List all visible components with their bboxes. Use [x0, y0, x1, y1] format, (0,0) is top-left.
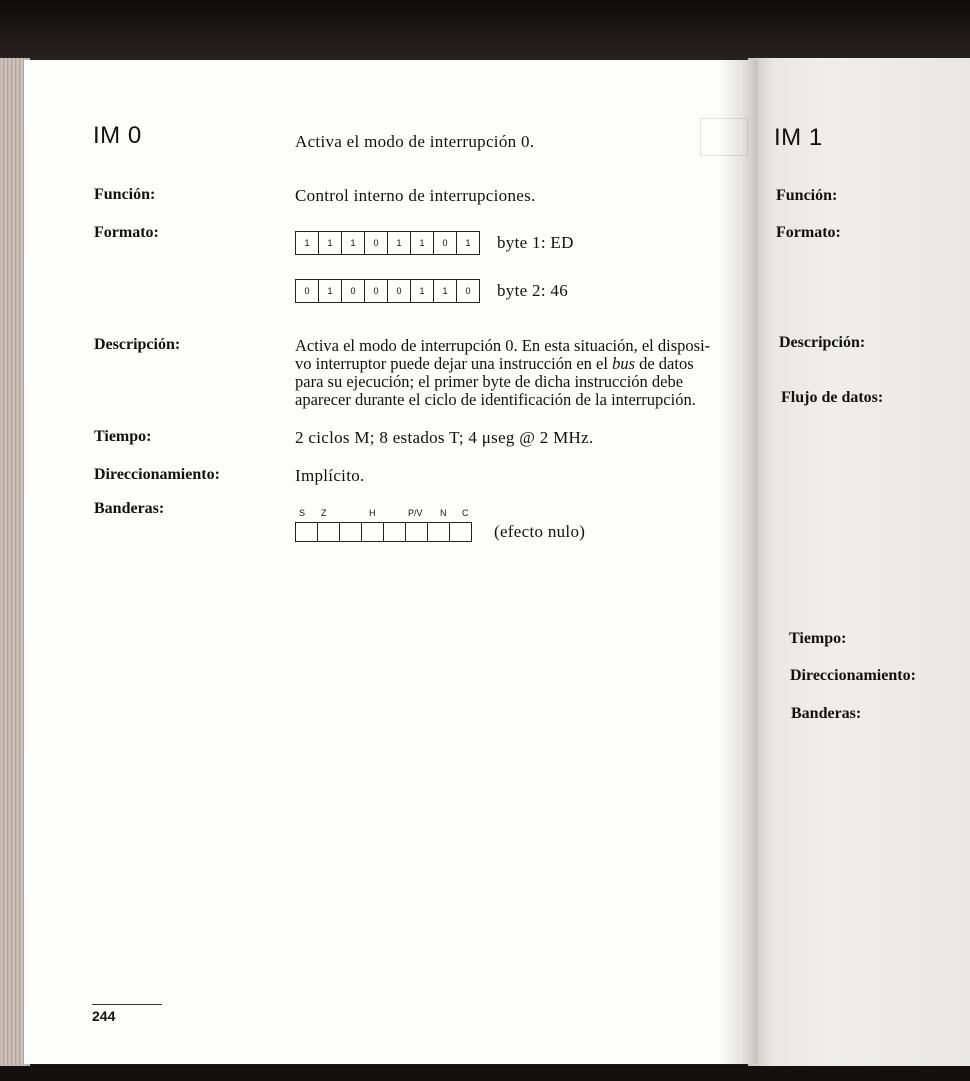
scan-top-border [0, 0, 970, 62]
flag-label-z: Z [321, 508, 327, 518]
flag-cell [406, 523, 428, 541]
left-page [24, 60, 758, 1064]
descripcion-fragment: de datos [634, 354, 694, 373]
page-number-rule [92, 1004, 162, 1005]
banderas-note: (efecto nulo) [494, 522, 586, 541]
flag-label-n: N [440, 508, 447, 518]
funcion-text: Control interno de interrupciones. [295, 186, 536, 205]
bit-cell: 1 [411, 280, 434, 302]
bit-cell: 1 [465, 238, 471, 248]
flag-cell [450, 523, 471, 541]
tiempo-text: 2 ciclos M; 8 estados T; 4 μseg @ 2 MHz. [295, 428, 594, 447]
flag-label-h: H [369, 508, 376, 518]
bit-cell: 1 [319, 232, 342, 254]
flags-register-box [295, 522, 472, 542]
descripcion-fragment: vo interruptor puede dejar una instrucción en el [295, 354, 613, 373]
scan-bottom-border [0, 1066, 970, 1081]
flag-label-s: S [299, 508, 306, 518]
right-label-tiempo: Tiempo: [789, 630, 847, 647]
right-label-flujo: Flujo de datos: [781, 389, 884, 406]
label-direccionamiento: Direccionamiento: [94, 466, 220, 483]
right-label-banderas: Banderas: [791, 705, 862, 722]
bit-cell: 0 [365, 232, 388, 254]
descripcion-italic-bus: bus [612, 354, 635, 373]
bit-cell: 1 [319, 280, 342, 302]
descripcion-line: para su ejecución; el primer byte de dicha instrucción debe [295, 372, 684, 391]
label-formato: Formato: [94, 224, 159, 241]
page-fold-shadow [718, 60, 758, 1064]
direccionamiento-text: Implícito. [295, 466, 365, 485]
byte1-bit-field [295, 231, 480, 255]
bit-cell: 0 [434, 232, 457, 254]
flag-cell [428, 523, 450, 541]
descripcion-line: Activa el modo de interrupción 0. En esta situación, el disposi- [295, 336, 711, 355]
instruction-mnemonic: IM 0 [93, 122, 142, 149]
flag-cell [362, 523, 384, 541]
label-funcion: Función: [94, 186, 156, 203]
bit-cell: 0 [342, 280, 365, 302]
descripcion-text [295, 337, 747, 409]
right-label-formato: Formato: [776, 224, 841, 241]
descripcion-line: aparecer durante el ciclo de identificación de la interrupción. [295, 390, 696, 409]
flag-label-pv: P/V [408, 508, 423, 518]
bit-cell: 0 [388, 280, 411, 302]
byte2-label: byte 2: 46 [497, 281, 568, 300]
right-label-descripcion: Descripción: [779, 334, 866, 351]
instruction-summary: Activa el modo de interrupción 0. [295, 132, 535, 151]
right-label-funcion: Función: [776, 187, 838, 204]
byte2-bit-field [295, 279, 480, 303]
bit-cell: 1 [434, 280, 457, 302]
right-page [748, 58, 970, 1066]
right-label-direccionamiento: Direccionamiento: [790, 667, 916, 684]
descripcion-line [295, 355, 747, 373]
bit-cell: 1 [296, 232, 319, 254]
bit-cell: 1 [411, 232, 434, 254]
bit-cell: 0 [296, 280, 319, 302]
byte1-label: byte 1: ED [497, 233, 574, 252]
flag-cell [318, 523, 340, 541]
bit-cell: 1 [388, 232, 411, 254]
bit-cell: 0 [465, 286, 471, 296]
page-number: 244 [92, 1008, 116, 1024]
bit-cell: 0 [365, 280, 388, 302]
flag-cell [340, 523, 362, 541]
bit-cell: 1 [342, 232, 365, 254]
flag-cell [384, 523, 406, 541]
label-descripcion: Descripción: [94, 336, 181, 353]
flag-cell [296, 523, 318, 541]
flag-label-c: C [462, 508, 469, 518]
label-tiempo: Tiempo: [94, 428, 152, 445]
next-instruction-mnemonic: IM 1 [774, 124, 823, 151]
bleed-through-mark [700, 118, 748, 156]
label-banderas: Banderas: [94, 500, 165, 517]
